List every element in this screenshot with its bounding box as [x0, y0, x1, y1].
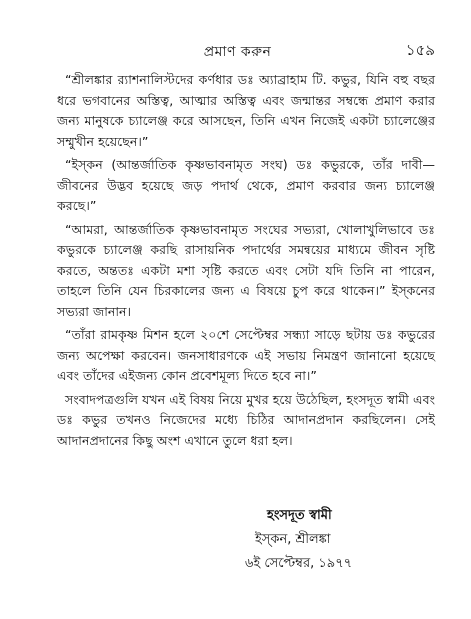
page-number: ১৫৯: [405, 41, 435, 59]
running-title: প্রমাণ করুন: [203, 44, 272, 60]
signature-name: হংসদূত স্বামী: [267, 508, 332, 523]
page-header: [40, 40, 435, 62]
paragraph-4: “তাঁরা রামকৃষ্ণ মিশন হলে ২০শে সেপ্টেম্বর সন্ধ্যা সাড়ে ছটায় ডঃ কভুরের জন্য অপেক্ষা করবেন। জনসাধারণকে এই সভায় নিমন্ত্রণ জানানো হয়েছে এবং তাঁদের এইজন্য কোন প্রবেশমূল্য দিতে হবে না।”: [57, 327, 435, 383]
paragraph-1: “শ্রীলঙ্কার র‍্যাশনালিস্টদের কর্ণধার ডঃ অ্যাব্রাহাম টি. কভুর, যিনি বহু বছর ধরে ভগবানের অস্তিত্ব, আত্মার অস্তিত্ব এবং জন্মান্তর সম্বন্ধে প্রমাণ করার জন্য মানুষকে চ্যালেঞ্জ করে আসছেন, তিনি এখন নিজেই একটা চ্যালেঞ্জের সম্মুখীন হয়েছেন।”: [57, 72, 435, 149]
signature-organization: ইস্‌কন, শ্রীলঙ্কা: [255, 532, 331, 547]
signature-date: ৬ই সেপ্টেম্বর, ১৯৭৭: [245, 556, 353, 571]
paragraph-5: সংবাদপত্রগুলি যখন এই বিষয় নিয়ে মুখর হয়ে উঠেছিল, হংসদূত স্বামী এবং ডঃ কভুর তখনও নিজেদের মধ্যে চিঠির আদানপ্রদান করছিলেন। সেই আদানপ্রদানের কিছু অংশ এখানে তুলে ধরা হল।: [57, 391, 435, 448]
paragraph-3: “আমরা, আন্তর্জাতিক কৃষ্ণভাবনামৃত সংঘের সভ্যরা, খোলাখুলিভাবে ডঃ কভুরকে চ্যালেঞ্জ করছি রাসায়নিক পদার্থের সমন্বয়ের মাধ্যমে জীবন সৃষ্টি করতে, অন্ততঃ একটা মশা সৃষ্টি করতে এবং সেটা যদি তিনি না পারেন, তাহলে তিনি যেন চিরকালের জন্য এ বিষয়ে চুপ করে থাকেন।” ইস্‌কনের সভ্যরা জানান।: [57, 221, 435, 319]
paragraph-2: “ইস্‌কন (আন্তর্জাতিক কৃষ্ণভাবনামৃত সংঘ) ডঃ কভুরকে, তাঁর দাবী—জীবনের উদ্ভব হয়েছে জড় পদার্থ থেকে, প্রমাণ করবার জন্য চ্যালেঞ্জ করছে।”: [57, 157, 435, 213]
signature-block: [233, 504, 433, 576]
body-text: [57, 70, 435, 454]
